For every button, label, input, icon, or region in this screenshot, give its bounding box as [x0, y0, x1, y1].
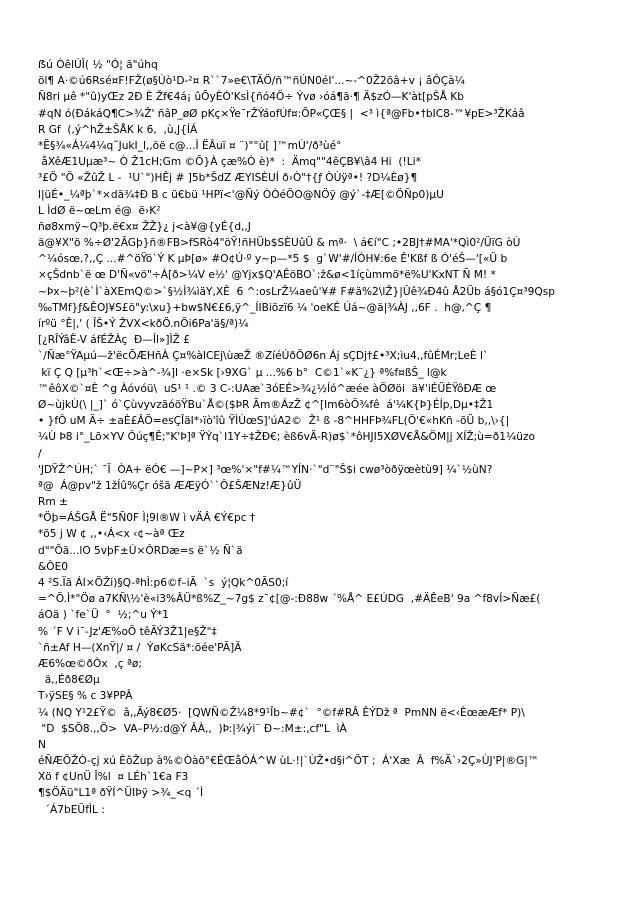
text-line: T›ÿSE§ % c 3¥PPÂ [38, 690, 133, 703]
text-line: 4 ²S.Ïã ÁI×ÕŽi)§Q-ªhÌ:p6©f–iÃ `s ý¦Qk^0ÃS0;í [38, 577, 289, 589]
text-line: *Ë§¾«Á¼4¼q˜JukI_l,,öë c@...Ì ËÂuï ¤ ¨)"°û[ ]™mÙ'/ð³ùé° [38, 139, 342, 152]
text-line: `/Ñæ°ŸAµú—ž'ëcÕÆHñÀ Ç¤%àICEj\ùæŽ ®ZíéÚðÖØ6n Áj sÇDj†£•³X;ìu4,,fûÉMr;LeÈ l` [38, 350, 489, 363]
text-line: ẞú ÒêlÚÎ( ½ "Ó¦ ã"úhq [38, 59, 158, 71]
text-line: L ÌdØ ë~œLm é@ ë›K² [38, 204, 161, 217]
text-line: % ´F V i¯-Jz'Æ%oÕ têÃÝ3Ž1|e§Ž"‡ [38, 625, 217, 638]
text-line: ª@ Á@pv"ž 1žÍû%Çr óšã ÆÆÿÓ``Ô£ŠÆNz!Æ}ûÜ [38, 479, 302, 492]
text-line: ×çŠdnb`ë œ D'Ñ«vö"÷Á[ð>¼V e½' @Yjx$Q'AÊöBO`:ž&ø<1íçùmmö*ë%U'KxNT Ñ M! * [38, 269, 496, 282]
text-line: • }fÔ uM Ä÷ ±aÈ£ÂÕ=esÇÎäI*›ïò'îû ŸÌÙœS]'úA2© Ž¹ ß -8^HHFÞ¾FL(Ö'€«hKñ -õÜ b,,\›{| [38, 415, 510, 428]
garbled-text-body [38, 57, 638, 818]
text-line: N [38, 738, 46, 751]
text-line: *Öþ=ÁŠGÅ Ë"5Ñ0F Ì¦9l®W ì vÄÂ €Ý€pc † [38, 512, 256, 525]
text-line: ~Þx~þ²(è`Ì`àXEmQ©>`§½Ì¾ìäY,XÊ 6 ^:osLrŽ¼aeû'¥# F#ä%2\lŽ}|Ûê¾Ð4û Å2Üb á§ó1Ç¤³9Qsp [38, 285, 555, 298]
text-line: R Gf (,ý^hŽ±ŠÅK k 6, ,ù,J{ÍÁ [38, 123, 198, 136]
text-line: `ñ±Af H—(XnŸ|/ ¤ / ÝøKcSä*:õée'PÃ]Ä [38, 641, 242, 654]
text-line: ´Á7bEÜfÌL : [38, 803, 105, 816]
text-line: [¿RÎÝâÊ-V áfÉŽÀç Ð—Íl»]ÌŽ £ [38, 334, 191, 347]
text-line: *õ5 j W ¢ ,,•‹Á<x ‹¢~àª Œz [38, 528, 185, 541]
text-line: åXêÆ1Uµæ³~ Ò Ž1cH;Gm ©Õ}À çæ%Ò è)* : Ämq""4êÇB¥\â4 Hi (!Li* [38, 156, 421, 169]
text-line: ä,,Éð8€Øµ [38, 674, 100, 687]
text-line: =^Õ.Ì*"Öø a7KÑ\½'è«i3%ÂÜ*ß%Z_~7g$ z¯¢[@-:Ð88w ´%Å^ E£ÚDG ,#ÄÊeB' 9a ^f8vÍ>Ñæ£( [38, 593, 541, 606]
text-line: ¼ (NQ Y¹2£Ÿ© â,,Ãý8€Ø5· [QWÑ©Ž¼8*9¹Îb~#¢` °©f#RÂ ÊÝDž ª PmNN ë<‹ÈœæÆf* P)\ [38, 706, 525, 719]
text-line: ¼Ù Þ8 i°_Lõ×YV Ôúç¶Ê;"K'Þ]ª ŸÝq`I1Y÷‡ŽÐ€; èß6vÄ-R)ø$`*ôHJI5XØV€Å&ÖM|j XÍŽ;ù=ð1¼üzo [38, 431, 536, 444]
text-line: ^¼ósœ,?,,Ç ...#^öŸö`Ý K µÞ[ø» #O¢Ú·º y~p—*5 $ g`W'#/ÍÓH¥:6e Ê'Kßf ß Ó'éŠ—'[«Ü b [38, 253, 508, 266]
text-line: Ñ8ri µê *"û)yŒz 2Ð È Žf€4á¡ ûÕyÈÓ'KsÌ{ñó4Ö÷ Ývø ›óá¶ã·¶ Ä$zÓ—K'àt[pŠÅ Kb [38, 91, 464, 104]
text-line: ™êôX©`¤È ^g Àóvóü\ uS¹ ¹ .© 3 C-:UAæ`3óEÉ>¾¿½Íó^æée àÖØöi ä¥'iÉÜÈŸôÐÆ œ [38, 382, 497, 395]
text-line: d""Õã...lO 5vþF±Ú×ÔRDæ=s ë`½ Ñ`ä [38, 544, 243, 557]
text-line: ä@¥X"ö %÷Ø'2ÃGþ}ñ®FB>fSRò4"öŸ!ñHÜb$SÈUûÜ & mª· \ á€í"C ;•2BJ†#MA'*Qì0²/ÜïG òÙ [38, 237, 521, 250]
text-line: áOä ) `fe`Ü ° ½;^u Ý*1 [38, 609, 169, 622]
text-line: Xö f ¢UnÜ Î%l ¤ LÉh`1€a F3 [38, 771, 189, 784]
text-line: l|üÉ•_¼ªþ`*×dã¾‡Ð B c ü€bü ¹HPï<'@Ñý ÒÒéÖO@NÖÿ @ý`-‡Æ[©ÖÑp0)µU [38, 188, 444, 201]
text-line: kï Ç Q [µ³h`<Œ÷>à^-¾]I ·e×Sk [›9XG` µ ...%6 b° C©1`«K¨¿} ª%f¤ßŠ_ l@k [38, 366, 447, 379]
text-line: ñø8xmÿ~Q³þ.ë€x¤ ŽŽ}¿ j<à¥@{yÉ{d,,J [38, 220, 251, 233]
text-line: #qN ó(ÐákáQ¶C>¾Ž' ñâP_øØ pKç×Ÿe¯rŽÝáofÚf¤:ÕP«ÇŒ§ | <³ ì{ª@Fb•†bIC8-™¥pE>³ŽKáâ [38, 107, 525, 120]
text-line: 'JDŸŽ^ÚH;` ¯Ï ÒA+ ëÓ€ —]~P×] ³œ%'×"f#¼™YÍN·`"d¨"Š$i cwø³òðÿœètù9] ¼`½ùN? [38, 463, 493, 476]
text-line: "D $SÖ8.,,Ö> VA–P½:d@Ý ÂÀ,, )Þ:|¾ýi¨ Ð~:M±:,cf"L ìÀ [38, 722, 347, 735]
text-line: / [38, 447, 42, 460]
text-line: &ÔE0 [38, 560, 69, 573]
text-line: öl¶ A·©ú6Rsé¤F!FŽ(ø§Úò¹D-²¤ R``7»e€\TÄÖ/ñ™ñÚN0éI'...~-^0Ž2õâ+v ¡ âÔÇà¼ [38, 75, 465, 88]
text-line: Ø~ùjkÙ(\ |_]` ó`ÇùvyvzãóöŸBu`Å©($ÞR Ãm®ÁzŽ ¢^[Im6òÖ¾fê á'¼K{Þ}ÉÍp,Dµ•‡Ž1 [38, 398, 494, 411]
text-line: Rm ± [38, 496, 68, 509]
text-line: ³£Ö "Ö «ŽûŽ L - ¹U`")HÊj # ]5b*ŠdZ ÆYISÈUÍ ð›Ò"†{ƒ ÒÙÿª•! ?D¼Èø}¶ [38, 172, 418, 185]
text-line: Æ6%œ©ðÒx ,ç ªø; [38, 657, 142, 670]
text-line: ‰TMf}ƒ&ÊOJ¥S£ö"y:\xu}+bw$N€£6,ÿ^_ÍIBiözï6 ¼ 'oeKÉ Úá~@ä|¾ÀJ ,,6F . h@,^Ç ¶ [38, 301, 492, 314]
text-line: éÑÆÕŽÒ-çj xú ÈôŽup à%©Òàõ°€ÉŒåÓÁ^W ùL·!|`ÙŽ•d§i^ÖT ; Á'Xæ Â f%Ã`›2Ç»ÙJ'P|®G|™ [38, 755, 539, 768]
text-line: írºü °Ê|,' ( ÎŠ•Ý ŽVX<kðÖ.nÕi6Pa'ä§/ª)¼ [38, 318, 249, 330]
text-line: ¶$ÖÄü"L1ª ðŸÍ^ÜIÞÿ >¾_<q ´Ì [38, 787, 204, 800]
